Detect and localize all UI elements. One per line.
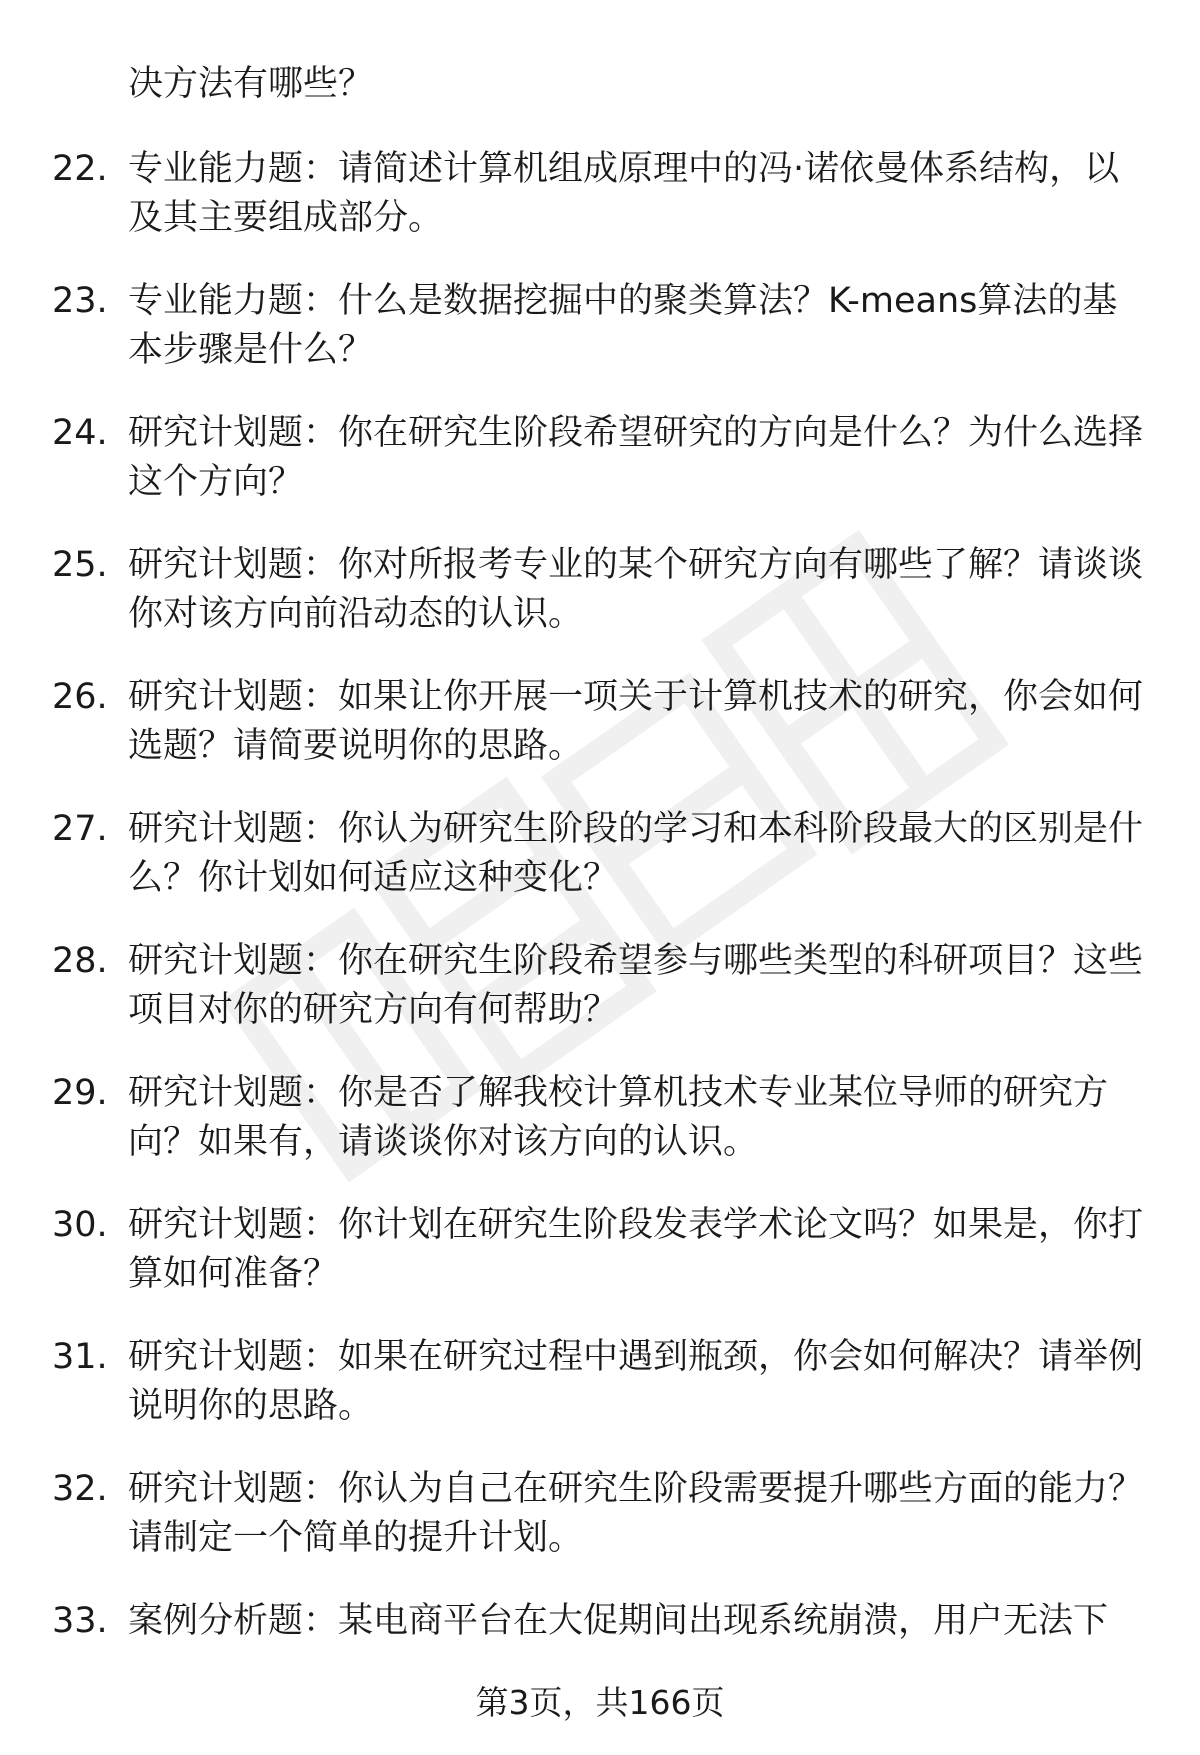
question-item-27 (0, 805, 1200, 937)
question-number: 25. (52, 545, 108, 585)
question-text: 专业能力题：请简述计算机组成原理中的冯·诺依曼体系结构，以及其主要组成部分。 (128, 149, 1120, 238)
question-item-26 (0, 673, 1200, 805)
page-footer: 第3页，共166页 (475, 1683, 725, 1722)
question-item-22 (0, 145, 1200, 277)
question-text: 研究计划题：如果让你开展一项关于计算机技术的研究，你会如何选题？请简要说明你的思路。 (128, 677, 1144, 766)
question-text: 研究计划题：你认为研究生阶段的学习和本科阶段最大的区别是什么？你计划如何适应这种变化？ (128, 809, 1144, 898)
question-number: 28. (52, 941, 108, 981)
question-text: 研究计划题：你在研究生阶段希望参与哪些类型的科研项目？这些项目对你的研究方向有何帮助？ (128, 941, 1144, 1030)
question-text: 研究计划题：你认为自己在研究生阶段需要提升哪些方面的能力？请制定一个简单的提升计划。 (128, 1469, 1144, 1558)
question-number: 32. (52, 1469, 108, 1509)
question-item-25 (0, 541, 1200, 673)
question-text: 研究计划题：你对所报考专业的某个研究方向有哪些了解？请谈谈你对该方向前沿动态的认识。 (128, 545, 1144, 634)
question-number: 31. (52, 1337, 108, 1377)
continuation-text: 决方法有哪些？ (128, 64, 374, 104)
question-number: 23. (52, 281, 108, 321)
question-number: 24. (52, 413, 108, 453)
question-item-30 (0, 1201, 1200, 1333)
question-list (0, 145, 1200, 1729)
question-text: 研究计划题：你在研究生阶段希望研究的方向是什么？为什么选择这个方向？ (128, 413, 1144, 502)
question-item-23 (0, 277, 1200, 409)
question-number: 27. (52, 809, 108, 849)
question-number: 29. (52, 1073, 108, 1113)
question-text: 研究计划题：如果在研究过程中遇到瓶颈，你会如何解决？请举例说明你的思路。 (128, 1337, 1144, 1426)
question-number: 22. (52, 149, 108, 189)
question-number: 26. (52, 677, 108, 717)
question-text: 研究计划题：你是否了解我校计算机技术专业某位导师的研究方向？如果有，请谈谈你对该方向的认识。 (128, 1073, 1109, 1162)
question-item-29 (0, 1069, 1200, 1201)
question-item-31 (0, 1333, 1200, 1465)
question-number: 30. (52, 1205, 108, 1245)
question-text: 案例分析题：某电商平台在大促期间出现系统崩溃，用户无法下 (128, 1601, 1109, 1641)
question-item-24 (0, 409, 1200, 541)
question-text: 研究计划题：你计划在研究生阶段发表学术论文吗？如果是，你打算如何准备？ (128, 1205, 1144, 1294)
question-item-32 (0, 1465, 1200, 1597)
question-text: 专业能力题：什么是数据挖掘中的聚类算法？K-means算法的基本步骤是什么？ (128, 281, 1118, 370)
question-item-28 (0, 937, 1200, 1069)
question-number: 33. (52, 1601, 108, 1641)
